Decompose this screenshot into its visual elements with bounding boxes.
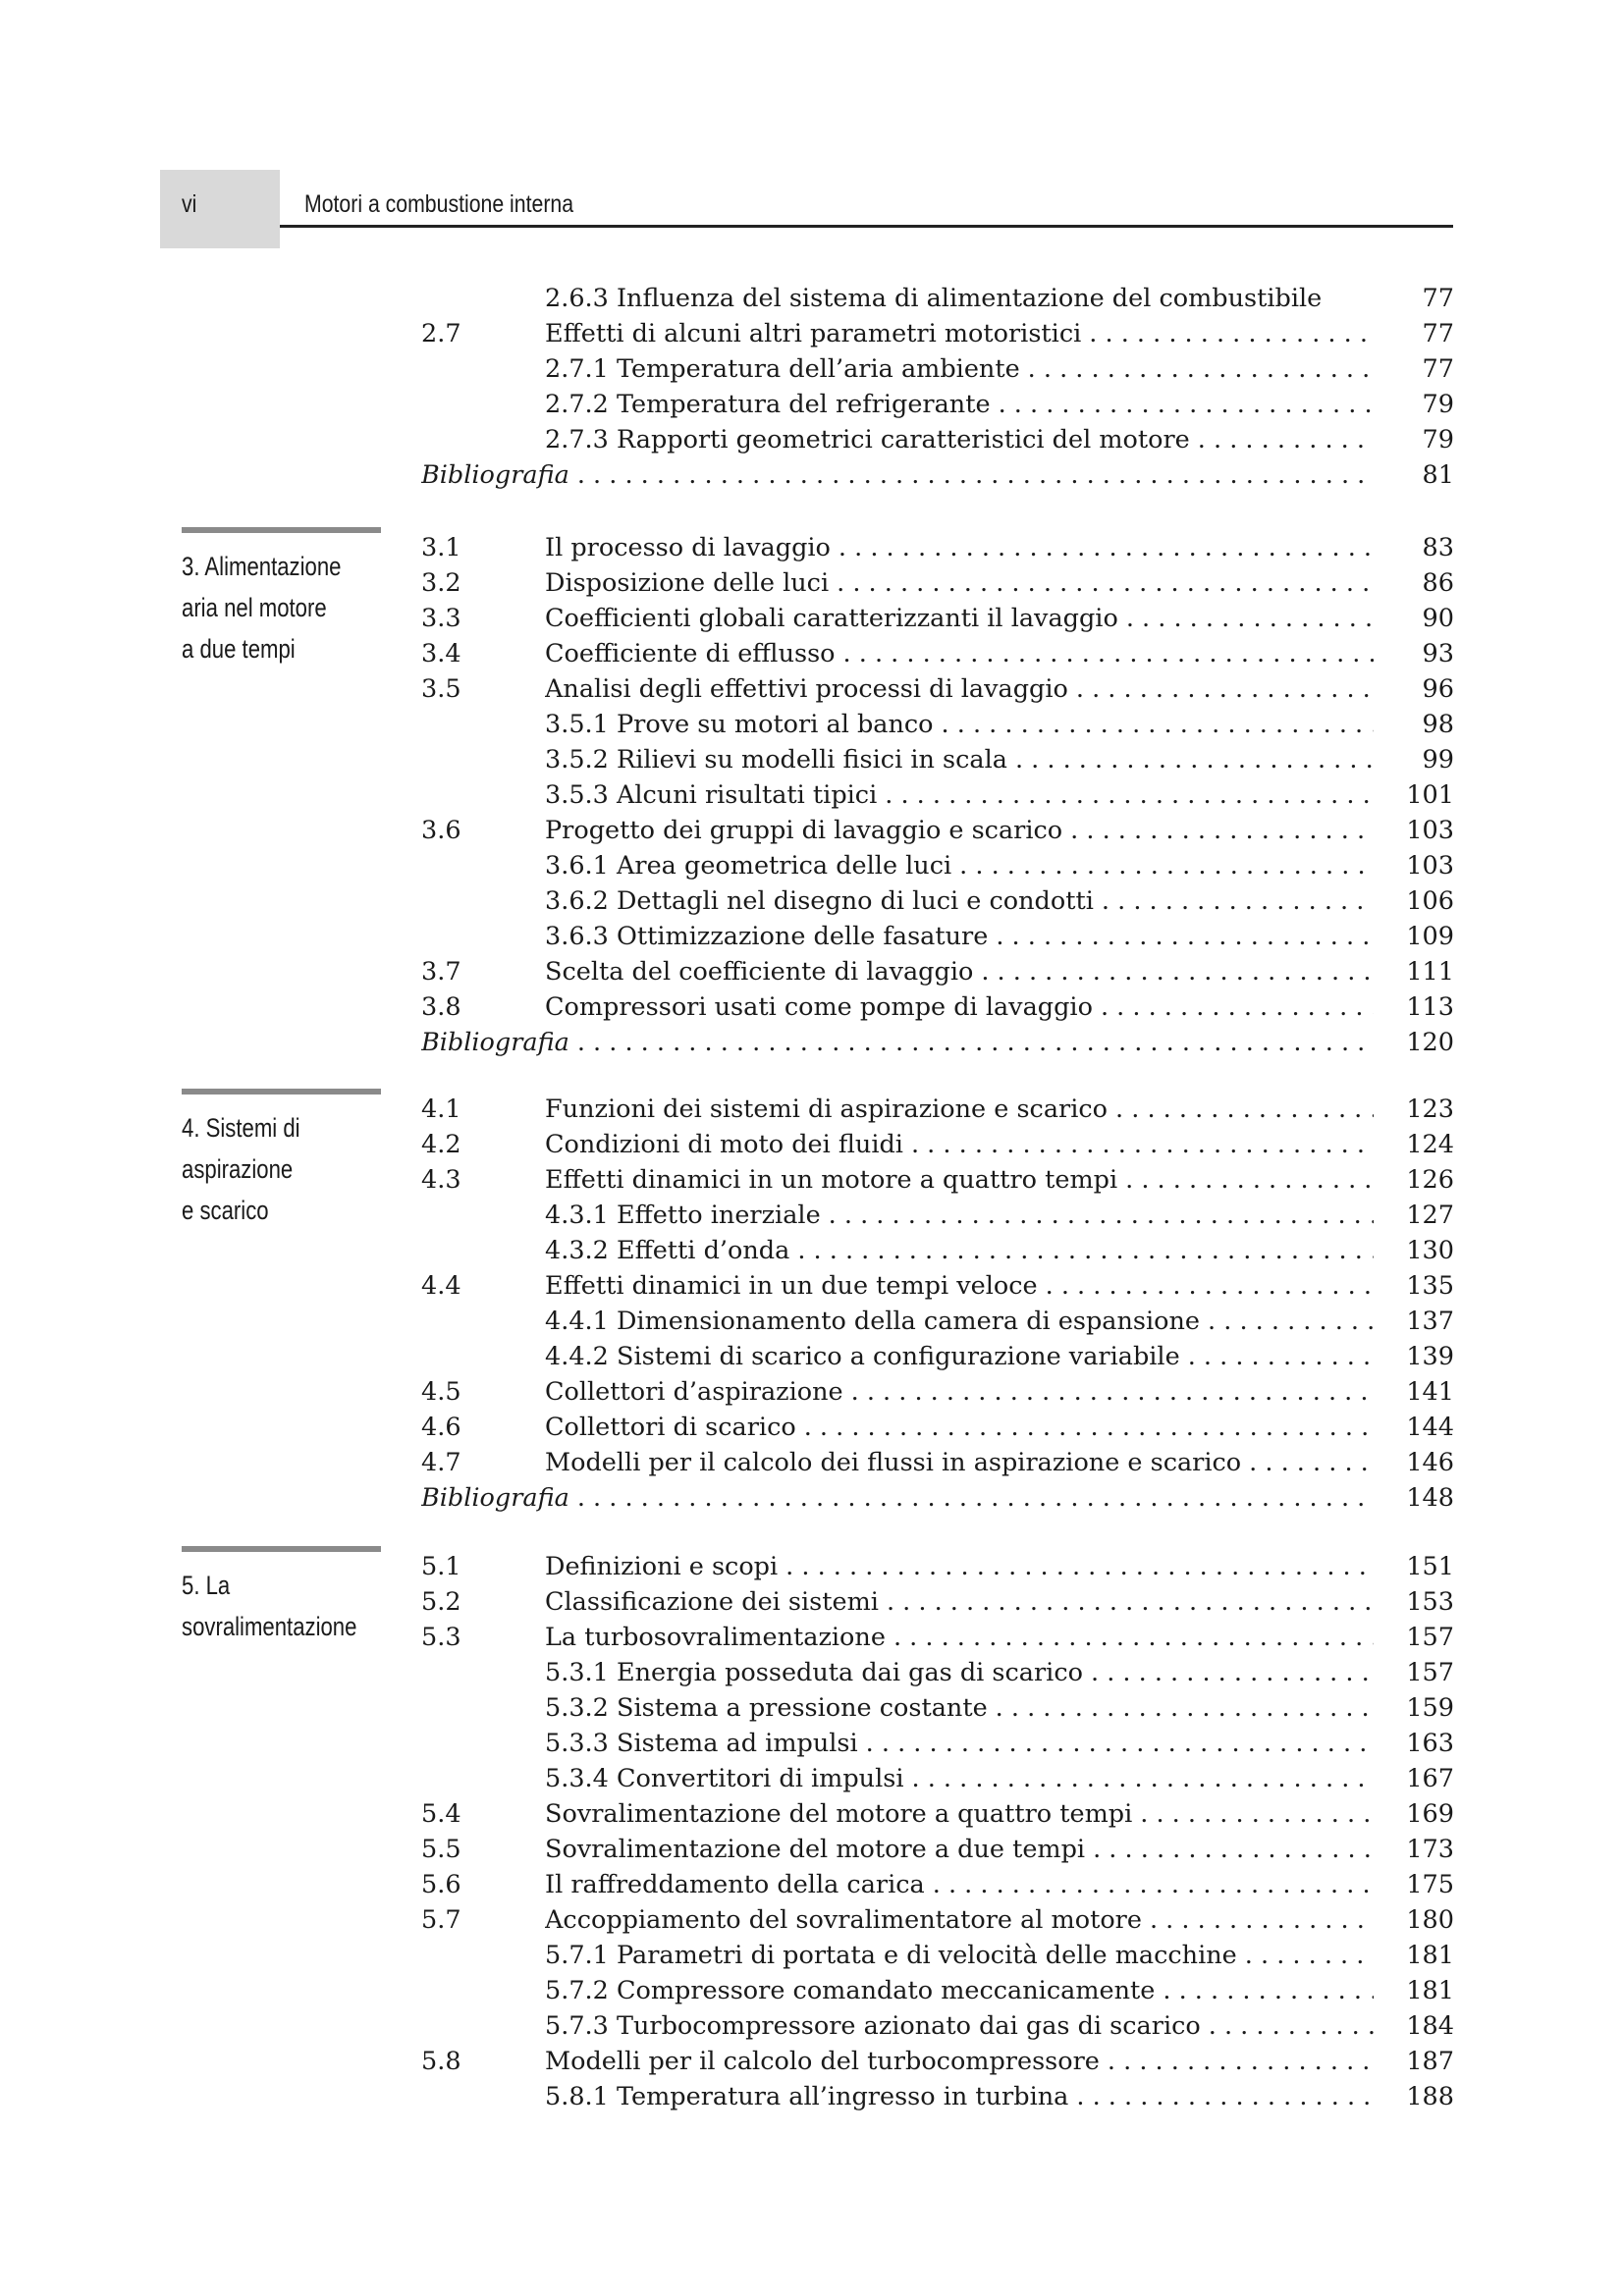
toc-entry-title: 5.3.4 Convertitori di impulsi — [545, 1761, 911, 1796]
dot-leader — [1245, 1938, 1374, 1973]
toc-entry-title: Effetti di alcuni altri parametri motoristici — [545, 316, 1089, 351]
toc-entry — [421, 316, 1454, 351]
toc-entry — [421, 1445, 1454, 1480]
toc-entry — [421, 1480, 1454, 1516]
toc-entry-number: 5.3 — [421, 1623, 461, 1652]
toc-entry-number: 3.6 — [421, 816, 461, 845]
toc-entry-page: 184 — [1374, 2008, 1454, 2044]
toc-entry-title: Scelta del coefficiente di lavaggio — [545, 954, 981, 989]
toc-entry — [421, 1690, 1454, 1726]
dot-leader — [981, 954, 1374, 989]
dot-leader — [797, 1233, 1374, 1268]
toc-entry-page: 79 — [1374, 387, 1454, 422]
toc-entry — [421, 883, 1454, 919]
toc-entry-page: 98 — [1374, 707, 1454, 742]
toc-entry-page: 106 — [1374, 883, 1454, 919]
dot-leader — [1091, 1655, 1374, 1690]
toc-entry-number: 2.7 — [421, 319, 461, 348]
toc-entry-page: 130 — [1374, 1233, 1454, 1268]
toc-entry-title: 3.5.2 Rilievi su modelli fisici in scala — [545, 742, 1015, 777]
toc-entry — [421, 671, 1454, 707]
dot-leader — [829, 1198, 1374, 1233]
toc-entry-page: 175 — [1374, 1867, 1454, 1902]
toc-entry-title: Collettori di scarico — [545, 1410, 804, 1445]
toc-entry-page: 188 — [1374, 2079, 1454, 2114]
toc-entry — [421, 1025, 1454, 1060]
toc-entry-page: 167 — [1374, 1761, 1454, 1796]
toc-entry-title: Modelli per il calcolo del turbocompressore — [545, 2044, 1108, 2079]
toc-entry-page: 77 — [1374, 316, 1454, 351]
toc-entry-title: Progetto dei gruppi di lavaggio e scarico — [545, 813, 1070, 848]
toc-entry-page: 159 — [1374, 1690, 1454, 1726]
dot-leader — [1101, 989, 1374, 1025]
running-title: Motori a combustione interna — [304, 190, 574, 218]
toc-entry-title: 5.7.3 Turbocompressore azionato dai gas di scarico — [545, 2008, 1209, 2044]
toc-block — [421, 530, 1454, 1060]
toc-entry-title: Disposizione delle luci — [545, 565, 837, 601]
toc-entry-page: 151 — [1374, 1549, 1454, 1584]
toc-entry-number: 3.4 — [421, 639, 461, 668]
toc-entry — [421, 919, 1454, 954]
toc-entry-title: Condizioni di moto dei fluidi — [545, 1127, 911, 1162]
toc-entry — [421, 1198, 1454, 1233]
toc-entry-page: 180 — [1374, 1902, 1454, 1938]
chapter-label — [182, 546, 341, 669]
toc-entry-page: 81 — [1374, 457, 1454, 493]
dot-leader — [999, 387, 1374, 422]
toc-entry — [421, 457, 1454, 493]
toc-entry — [421, 1339, 1454, 1374]
dot-leader — [911, 1761, 1374, 1796]
toc-entry-number: 5.4 — [421, 1799, 461, 1829]
chapter-label — [182, 1565, 356, 1647]
toc-entry-page: 181 — [1374, 1938, 1454, 1973]
dot-leader — [1070, 813, 1374, 848]
dot-leader — [1209, 2008, 1374, 2044]
toc-entry — [421, 601, 1454, 636]
toc-entry — [421, 1938, 1454, 1973]
toc-entry-title: Sovralimentazione del motore a quattro tempi — [545, 1796, 1140, 1832]
toc-entry-title: Bibliografia — [421, 1025, 577, 1060]
toc-entry-page: 163 — [1374, 1726, 1454, 1761]
dot-leader — [1150, 1902, 1374, 1938]
toc-entry-page: 148 — [1374, 1480, 1454, 1516]
toc-entry-title: Definizioni e scopi — [545, 1549, 785, 1584]
toc-entry — [421, 636, 1454, 671]
toc-entry-title: Coefficienti globali caratterizzanti il lavaggio — [545, 601, 1126, 636]
chapter-label-line: sovralimentazione — [182, 1612, 357, 1641]
toc-entry-page: 86 — [1374, 565, 1454, 601]
chapter-label-line: 3. Alimentazione — [182, 552, 342, 581]
toc-entry — [421, 1162, 1454, 1198]
toc-entry — [421, 281, 1454, 316]
toc-entry-number: 3.8 — [421, 992, 461, 1022]
toc-entry-page: 101 — [1374, 777, 1454, 813]
toc-entry-title: Effetti dinamici in un due tempi veloce — [545, 1268, 1046, 1304]
toc-entry-title: Sovralimentazione del motore a due tempi — [545, 1832, 1093, 1867]
toc-entry-number: 5.1 — [421, 1552, 461, 1581]
toc-entry-number: 5.6 — [421, 1870, 461, 1899]
dot-leader — [837, 565, 1374, 601]
toc-entry-title: 4.3.2 Effetti d’onda — [545, 1233, 797, 1268]
toc-entry — [421, 2044, 1454, 2079]
toc-entry — [421, 1761, 1454, 1796]
toc-entry-number: 5.5 — [421, 1835, 461, 1864]
dot-leader — [1126, 601, 1374, 636]
toc-entry-page: 157 — [1374, 1620, 1454, 1655]
dot-leader — [577, 1480, 1374, 1516]
toc-entry-title: 3.5.3 Alcuni risultati tipici — [545, 777, 885, 813]
toc-entry — [421, 422, 1454, 457]
toc-entry-title: 2.7.2 Temperatura del refrigerante — [545, 387, 999, 422]
dot-leader — [1093, 1832, 1374, 1867]
toc-entry-title: Compressori usati come pompe di lavaggio — [545, 989, 1101, 1025]
toc-entry-title: 3.6.3 Ottimizzazione delle fasature — [545, 919, 996, 954]
toc-entry-number: 4.5 — [421, 1377, 461, 1407]
dot-leader — [851, 1374, 1374, 1410]
toc-entry-page: 113 — [1374, 989, 1454, 1025]
header-rule — [280, 225, 1453, 228]
toc-entry-number: 4.4 — [421, 1271, 461, 1301]
dot-leader — [804, 1410, 1374, 1445]
dot-leader — [1140, 1796, 1374, 1832]
toc-entry — [421, 2008, 1454, 2044]
toc-entry — [421, 530, 1454, 565]
dot-leader — [1076, 671, 1374, 707]
toc-entry — [421, 1620, 1454, 1655]
dot-leader — [887, 1584, 1374, 1620]
dot-leader — [785, 1549, 1374, 1584]
dot-leader — [996, 919, 1374, 954]
toc-entry-title: 2.6.3 Influenza del sistema di alimentazione del combustibile — [545, 281, 1329, 316]
toc-entry-title: Il raffreddamento della carica — [545, 1867, 933, 1902]
toc-entry-title: 5.3.1 Energia posseduta dai gas di scarico — [545, 1655, 1091, 1690]
chapter-label-line: a due tempi — [182, 634, 296, 664]
toc-entry-page: 103 — [1374, 848, 1454, 883]
dot-leader — [1108, 2044, 1374, 2079]
toc-entry-number: 3.2 — [421, 568, 461, 598]
dot-leader — [942, 707, 1374, 742]
toc-entry — [421, 1268, 1454, 1304]
toc-entry-page: 187 — [1374, 2044, 1454, 2079]
toc-entry-title: 4.4.1 Dimensionamento della camera di espansione — [545, 1304, 1208, 1339]
toc-entry-number: 4.2 — [421, 1130, 461, 1159]
toc-entry-number: 3.5 — [421, 674, 461, 704]
toc-entry-title: 2.7.1 Temperatura dell’aria ambiente — [545, 351, 1028, 387]
toc-block — [421, 1092, 1454, 1516]
dot-leader — [843, 636, 1374, 671]
dot-leader — [577, 457, 1374, 493]
dot-leader — [1102, 883, 1374, 919]
toc-block — [421, 281, 1454, 493]
toc-entry — [421, 565, 1454, 601]
dot-leader — [1198, 422, 1374, 457]
dot-leader — [1188, 1339, 1374, 1374]
chapter-label-line: e scarico — [182, 1196, 269, 1225]
toc-entry-number: 4.6 — [421, 1413, 461, 1442]
toc-entry-title: Il processo di lavaggio — [545, 530, 839, 565]
dot-leader — [1125, 1162, 1374, 1198]
chapter-label-line: aria nel motore — [182, 593, 327, 622]
toc-entry-title: 3.6.1 Area geometrica delle luci — [545, 848, 959, 883]
toc-entry — [421, 848, 1454, 883]
toc-entry-title: Analisi degli effettivi processi di lavaggio — [545, 671, 1076, 707]
toc-entry-page: 137 — [1374, 1304, 1454, 1339]
toc-entry — [421, 777, 1454, 813]
toc-entry-title: 3.6.2 Dettagli nel disegno di luci e condotti — [545, 883, 1102, 919]
toc-entry-number: 4.1 — [421, 1095, 461, 1124]
toc-entry — [421, 1233, 1454, 1268]
dot-leader — [1046, 1268, 1374, 1304]
toc-entry — [421, 2079, 1454, 2114]
toc-entry — [421, 1655, 1454, 1690]
toc-entry-page: 153 — [1374, 1584, 1454, 1620]
toc-entry-page: 124 — [1374, 1127, 1454, 1162]
toc-entry-page: 79 — [1374, 422, 1454, 457]
toc-entry — [421, 1973, 1454, 2008]
toc-entry — [421, 742, 1454, 777]
toc-entry-page: 111 — [1374, 954, 1454, 989]
toc-entry — [421, 1726, 1454, 1761]
toc-entry-title: 5.7.2 Compressore comandato meccanicamente — [545, 1973, 1163, 2008]
dot-leader — [1163, 1973, 1374, 2008]
toc-entry — [421, 387, 1454, 422]
dot-leader — [1028, 351, 1374, 387]
toc-entry-page: 77 — [1374, 351, 1454, 387]
toc-entry-page: 126 — [1374, 1162, 1454, 1198]
toc-entry — [421, 707, 1454, 742]
toc-entry-page: 157 — [1374, 1655, 1454, 1690]
toc-entry-page: 120 — [1374, 1025, 1454, 1060]
toc-entry-page: 181 — [1374, 1973, 1454, 2008]
dot-leader — [1115, 1092, 1374, 1127]
toc-entry-page: 173 — [1374, 1832, 1454, 1867]
dot-leader — [996, 1690, 1374, 1726]
dot-leader — [866, 1726, 1374, 1761]
toc-entry — [421, 1867, 1454, 1902]
toc-entry — [421, 1549, 1454, 1584]
toc-entry-number: 3.7 — [421, 957, 461, 987]
toc-entry-title: 5.8.1 Temperatura all’ingresso in turbina — [545, 2079, 1076, 2114]
page-number: vi — [182, 190, 197, 218]
toc-entry-page: 83 — [1374, 530, 1454, 565]
toc-entry-title: Bibliografia — [421, 457, 577, 493]
toc-entry-page: 135 — [1374, 1268, 1454, 1304]
toc-entry-title: Bibliografia — [421, 1480, 577, 1516]
chapter-rule — [182, 527, 381, 533]
toc-entry-title: Accoppiamento del sovralimentatore al motore — [545, 1902, 1150, 1938]
dot-leader — [893, 1620, 1374, 1655]
toc-entry-page: 96 — [1374, 671, 1454, 707]
toc-entry-title: 5.3.2 Sistema a pressione costante — [545, 1690, 996, 1726]
toc-entry-title: Collettori d’aspirazione — [545, 1374, 851, 1410]
dot-leader — [1089, 316, 1374, 351]
chapter-label — [182, 1107, 300, 1231]
toc-entry-title: Effetti dinamici in un motore a quattro tempi — [545, 1162, 1125, 1198]
toc-entry-page: 141 — [1374, 1374, 1454, 1410]
toc-entry — [421, 1127, 1454, 1162]
toc-block — [421, 1549, 1454, 2114]
toc-entry-number: 4.7 — [421, 1448, 461, 1477]
toc-entry-page: 127 — [1374, 1198, 1454, 1233]
dot-leader — [959, 848, 1374, 883]
chapter-label-line: aspirazione — [182, 1154, 294, 1184]
toc-entry-title: 3.5.1 Prove su motori al banco — [545, 707, 942, 742]
chapter-label-line: 4. Sistemi di — [182, 1113, 300, 1143]
toc-entry — [421, 1902, 1454, 1938]
toc-entry-number: 3.1 — [421, 533, 461, 562]
toc-entry-page: 103 — [1374, 813, 1454, 848]
toc-entry-page: 139 — [1374, 1339, 1454, 1374]
toc-entry-title: 2.7.3 Rapporti geometrici caratteristici del motore — [545, 422, 1198, 457]
toc-entry-page: 99 — [1374, 742, 1454, 777]
toc-entry-number: 5.8 — [421, 2047, 461, 2076]
dot-leader — [933, 1867, 1374, 1902]
toc-entry-title: Coefficiente di efflusso — [545, 636, 843, 671]
toc-entry-title: 5.7.1 Parametri di portata e di velocità delle macchine — [545, 1938, 1245, 1973]
toc-entry — [421, 1796, 1454, 1832]
toc-entry-title: Classificazione dei sistemi — [545, 1584, 887, 1620]
header-page-tab — [160, 170, 280, 248]
toc-entry-number: 5.2 — [421, 1587, 461, 1617]
toc-entry-number: 5.7 — [421, 1905, 461, 1935]
toc-entry — [421, 1374, 1454, 1410]
toc-entry — [421, 1092, 1454, 1127]
dot-leader — [839, 530, 1374, 565]
toc-entry-page: 169 — [1374, 1796, 1454, 1832]
toc-entry-page: 93 — [1374, 636, 1454, 671]
toc-entry-title: Funzioni dei sistemi di aspirazione e scarico — [545, 1092, 1115, 1127]
chapter-rule — [182, 1089, 381, 1095]
toc-entry — [421, 1304, 1454, 1339]
toc-entry — [421, 351, 1454, 387]
dot-leader — [1015, 742, 1374, 777]
toc-entry-title: 5.3.3 Sistema ad impulsi — [545, 1726, 866, 1761]
toc-entry-number: 4.3 — [421, 1165, 461, 1195]
toc-entry-title: 4.4.2 Sistemi di scarico a configurazione variabile — [545, 1339, 1188, 1374]
chapter-rule — [182, 1546, 381, 1552]
chapter-label-line: 5. La — [182, 1571, 231, 1600]
dot-leader — [577, 1025, 1374, 1060]
dot-leader — [1249, 1445, 1374, 1480]
toc-entry-page: 123 — [1374, 1092, 1454, 1127]
toc-entry-page: 144 — [1374, 1410, 1454, 1445]
dot-leader — [1076, 2079, 1374, 2114]
toc-entry — [421, 1410, 1454, 1445]
dot-leader — [911, 1127, 1374, 1162]
toc-entry-page: 90 — [1374, 601, 1454, 636]
toc-entry-title: Modelli per il calcolo dei flussi in aspirazione e scarico — [545, 1445, 1249, 1480]
toc-entry — [421, 954, 1454, 989]
toc-entry-page: 109 — [1374, 919, 1454, 954]
toc-entry — [421, 813, 1454, 848]
dot-leader — [1208, 1304, 1374, 1339]
toc-entry-title: La turbosovralimentazione — [545, 1620, 893, 1655]
toc-entry — [421, 989, 1454, 1025]
toc-entry-title: 4.3.1 Effetto inerziale — [545, 1198, 829, 1233]
toc-entry — [421, 1584, 1454, 1620]
toc-entry-page: 146 — [1374, 1445, 1454, 1480]
toc-entry-number: 3.3 — [421, 604, 461, 633]
toc-entry — [421, 1832, 1454, 1867]
dot-leader — [885, 777, 1374, 813]
toc-entry-page: 77 — [1374, 281, 1454, 316]
